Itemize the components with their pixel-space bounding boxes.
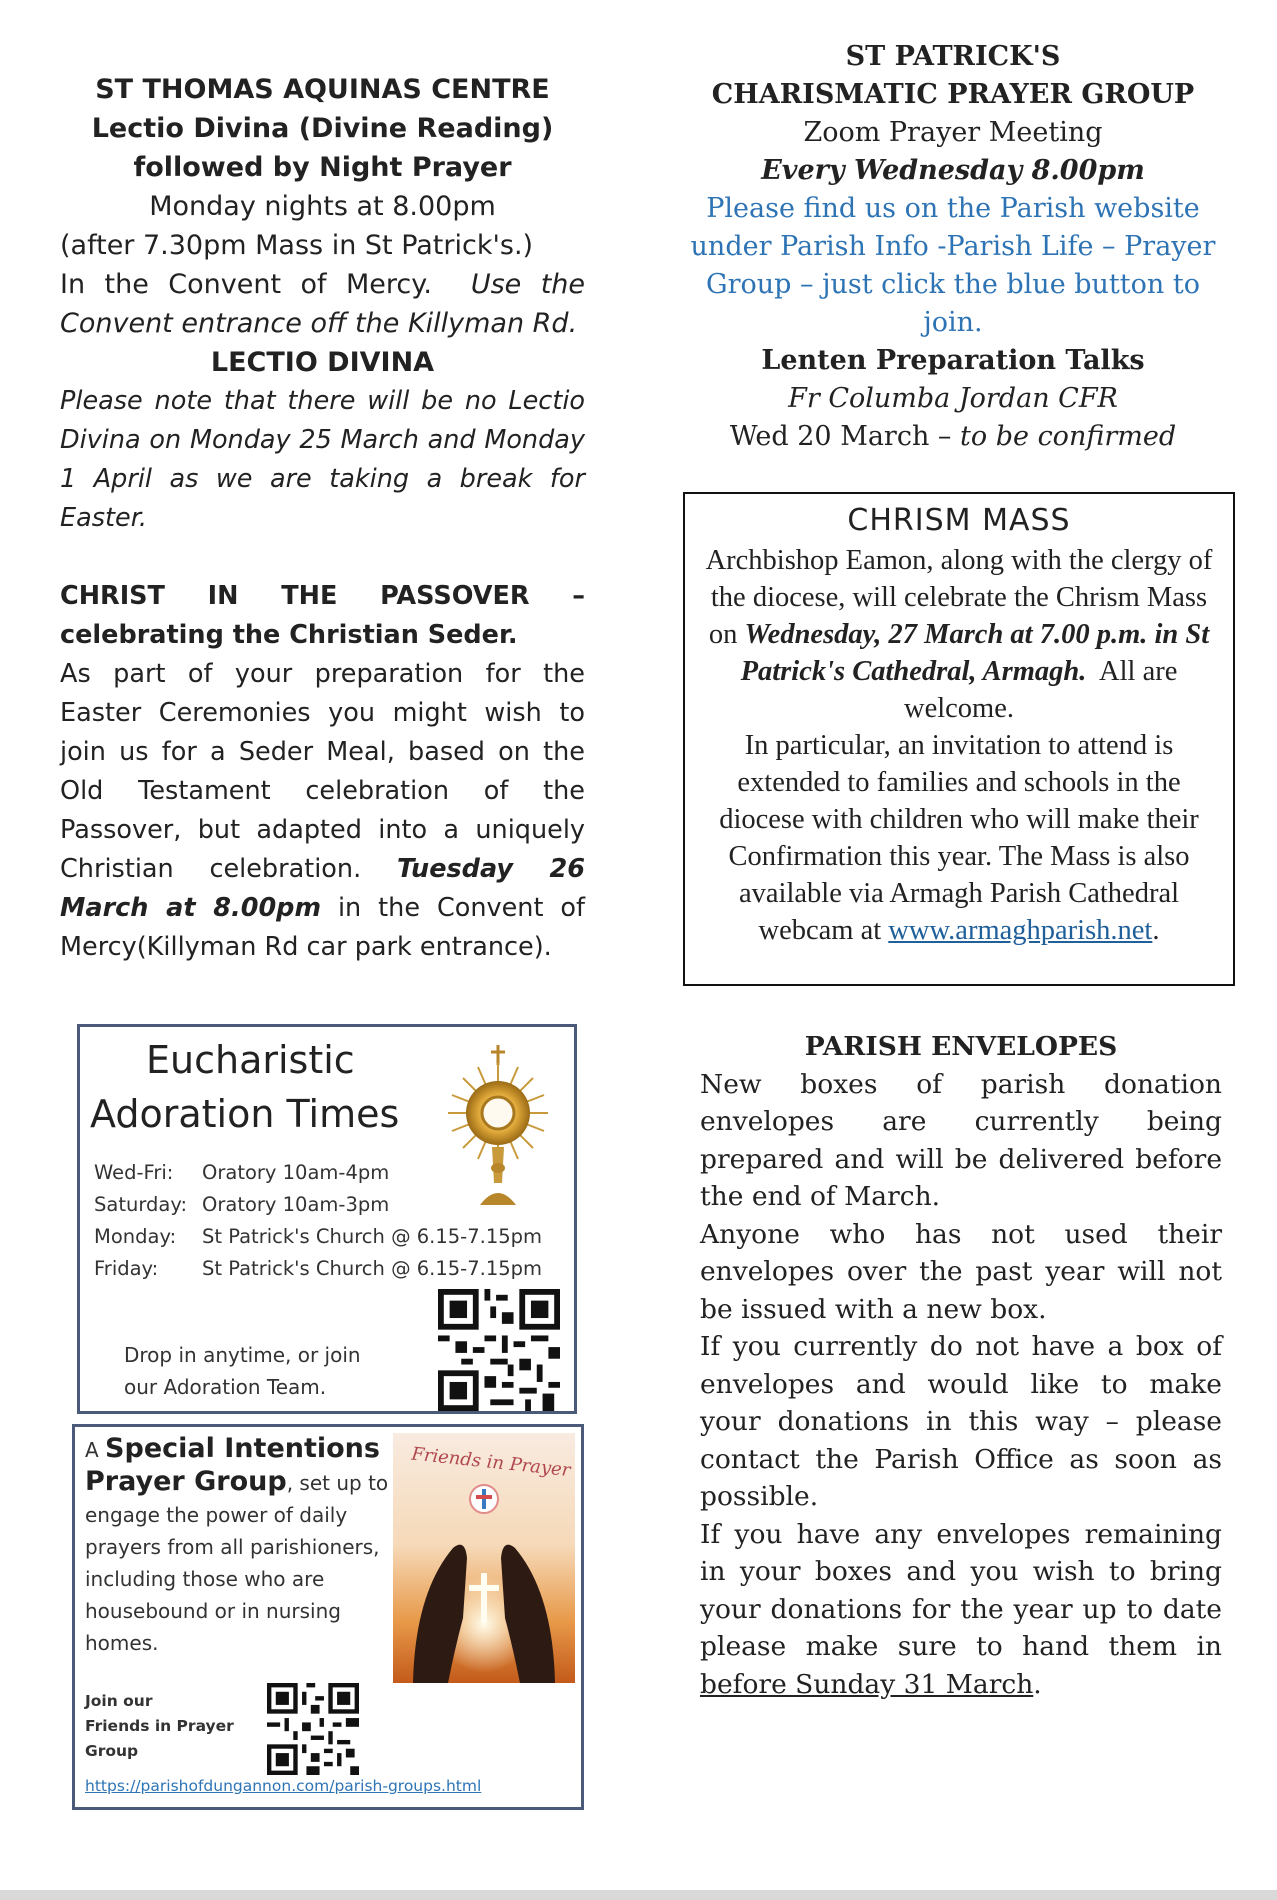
aquinas-title: ST THOMAS AQUINAS CENTRE [95, 74, 550, 105]
adoration-time-row: Saturday: Oratory 10am-3pm [94, 1193, 390, 1216]
envelopes-paragraph-4: If you have any envelopes remaining in your boxes and you wish to bring your donations for the year up to date please make sure to hand them in before Sunday 31 March. [700, 1518, 1222, 1700]
lenten-date: Wed 20 March – to be confirmed [729, 421, 1177, 452]
aquinas-subtitle-1: Lectio Divina (Divine Reading) [91, 113, 554, 144]
adoration-times-list [94, 1157, 542, 1285]
passover-heading: CHRIST IN THE PASSOVER – celebrating the Christian Seder. [60, 581, 585, 650]
envelopes-title: PARISH ENVELOPES [804, 1031, 1118, 1062]
passover-body: As part of your preparation for the Easter Ceremonies you might wish to join us for a Seder Meal, based on the Old Testament celebration of the Passover, but adapted into a uniquely Christian celebration. Tuesday 26 March at 8.00pm in the Convent of Mercy(Killyman Rd car park entrance). [60, 659, 586, 962]
adoration-title-1: Eucharistic [146, 1038, 355, 1082]
parish-groups-link[interactable]: https://parishofdungannon.com/parish-groups.html [85, 1777, 482, 1795]
adoration-qr-code-icon[interactable] [438, 1289, 560, 1411]
special-intentions-text: A Special Intentions Prayer Group, set up to engage the power of daily prayers from all parishioners, including those who are housebound or in nursing homes. [85, 1433, 389, 1655]
adoration-drop-in: Drop in anytime, or join our Adoration Team. [124, 1343, 361, 1399]
passover-date: Tuesday 26 March at 8.00pm [60, 854, 586, 923]
lenten-talks-heading: Lenten Preparation Talks [761, 345, 1145, 376]
envelopes-paragraph-3: If you currently do not have a box of envelopes and would like to make your donations in this way – please contact the Parish Office as soon as possible. [700, 1331, 1222, 1512]
parish-envelopes-section [700, 1028, 1222, 1703]
praying-hands-image [393, 1433, 575, 1683]
chrism-mass-box [683, 492, 1235, 986]
lenten-speaker: Fr Columba Jordan CFR [788, 383, 1118, 414]
adoration-title-2: Adoration Times [90, 1092, 400, 1136]
aquinas-entrance: Use the Convent entrance off the Killyman Rd. [60, 269, 586, 339]
chrism-paragraph-1: Archbishop Eamon, along with the clergy of the diocese, will celebrate the Chrism Mass on Wednesday, 27 March at 7.00 p.m. in St Patrick's Cathedral, Armagh. All are welcome. [705, 545, 1213, 724]
zoom-meeting: Zoom Prayer Meeting [803, 117, 1103, 148]
meeting-when: Every Wednesday 8.00pm [761, 155, 1145, 186]
friends-join-text: Join our Friends in Prayer Group [85, 1692, 234, 1760]
chrism-paragraph-2: In particular, an invitation to attend is extended to families and schools in the diocese with children who will make their Confirmation this year. The Mass is also available via Armagh Parish Cathedral [719, 730, 1199, 909]
armagh-parish-link[interactable]: www.armaghparish.net [888, 915, 1153, 946]
aquinas-when: Monday nights at 8.00pm [149, 191, 496, 222]
adoration-times-box [77, 1024, 577, 1414]
friends-qr-code-icon[interactable] [267, 1683, 359, 1775]
charismatic-title-2: CHARISMATIC PRAYER GROUP [711, 79, 1195, 110]
lectio-heading: LECTIO DIVINA [210, 347, 435, 378]
adoration-time-row: Friday: St Patrick's Church @ 6.15-7.15pm [94, 1257, 543, 1280]
adoration-time-row: Monday: St Patrick's Church @ 6.15-7.15pm [94, 1225, 543, 1248]
page-bottom-border [0, 1890, 1277, 1900]
parish-website-note: Please find us on the Parish website under Parish Info -Parish Life – Prayer Group – just click the blue button to join. [690, 193, 1216, 338]
left-column [60, 70, 585, 967]
adoration-time-row: Wed-Fri: Oratory 10am-4pm [94, 1161, 390, 1184]
chrism-paragraph-3: webcam at www.armaghparish.net. [758, 915, 1160, 946]
special-intentions-box [72, 1424, 584, 1810]
envelopes-paragraph-1: New boxes of parish donation envelopes are currently being prepared and will be delivered before the end of March. [700, 1068, 1222, 1212]
charismatic-title-1: ST PATRICK'S [845, 41, 1061, 72]
aquinas-after: (after 7.30pm Mass in St Patrick's.) [60, 230, 534, 261]
aquinas-where: In the Convent of Mercy. Use the Convent entrance off the Killyman Rd. [60, 269, 586, 339]
right-column [683, 38, 1223, 456]
envelopes-deadline: before Sunday 31 March [700, 1668, 1034, 1700]
lectio-note: Please note that there will be no Lectio Divina on Monday 25 March and Monday 1 April as we are taking a break for Easter. [60, 386, 585, 533]
envelopes-paragraph-2: Anyone who has not used their envelopes over the past year will not be issued with a new box. [700, 1218, 1222, 1325]
chrism-title: CHRISM MASS [847, 503, 1071, 538]
aquinas-subtitle-2: followed by Night Prayer [133, 152, 512, 183]
svg-text:Friends in Prayer: Friends in Prayer [410, 1443, 572, 1482]
